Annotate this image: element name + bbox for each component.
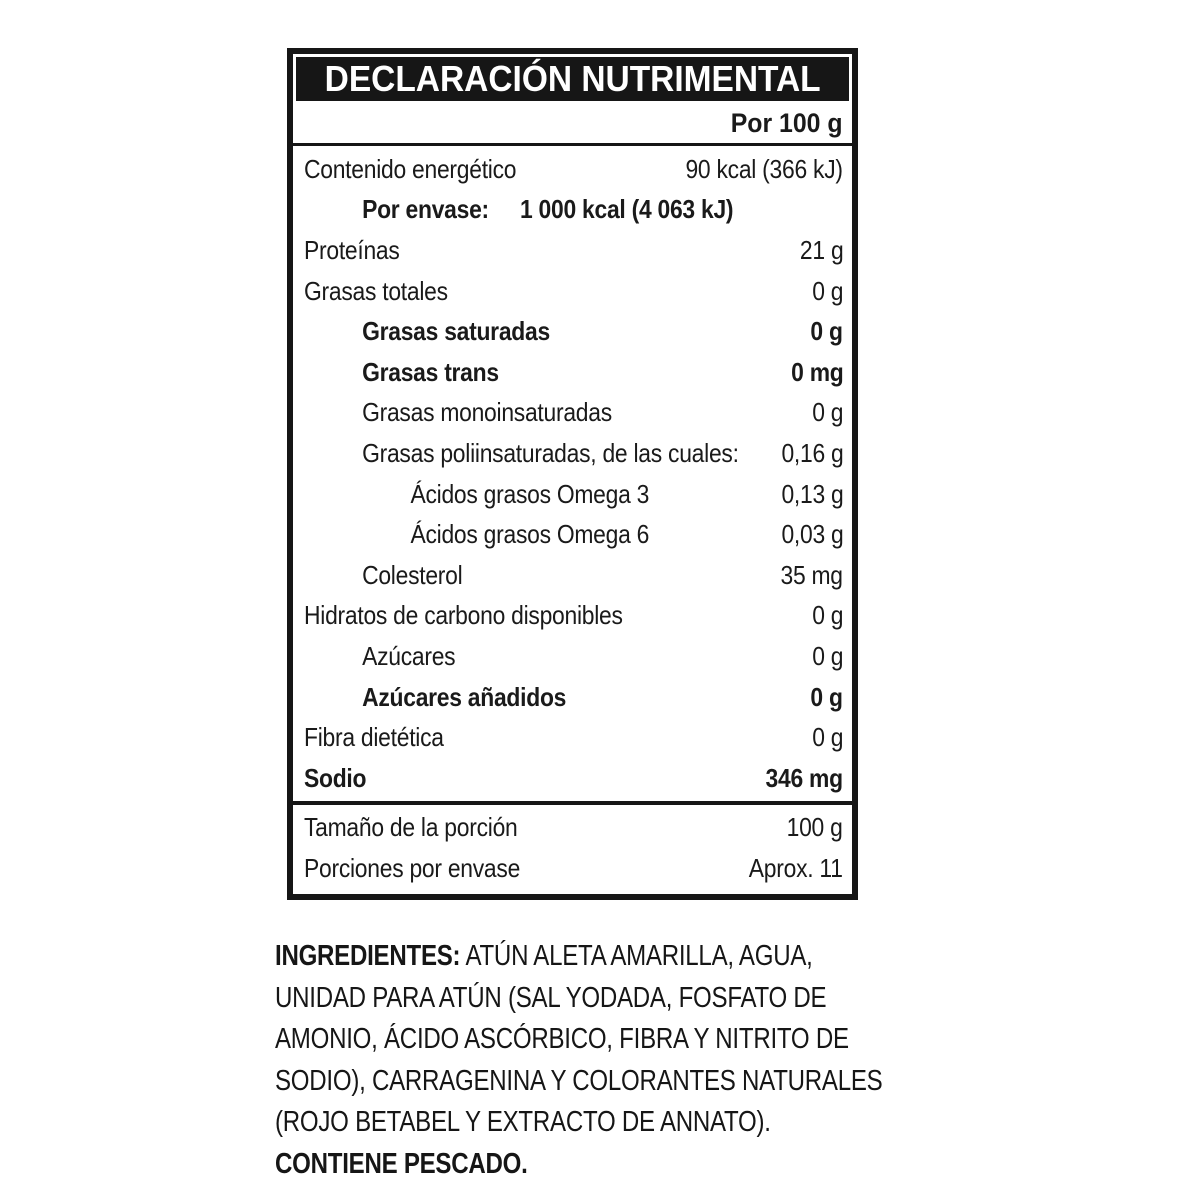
ingredients-paragraph — [275, 936, 899, 1185]
row-value: 0,16 g — [780, 437, 843, 468]
row-grasas-monoinsaturadas — [293, 393, 852, 434]
row-fibra-dietetica — [293, 717, 852, 758]
row-label: Contenido energético — [304, 153, 517, 184]
row-porciones-envase — [293, 848, 852, 889]
table-title-bar — [293, 54, 852, 104]
row-label: Porciones por envase — [304, 852, 521, 883]
row-value: 0 g — [810, 681, 843, 712]
row-value: 0,03 g — [780, 519, 843, 550]
row-value: 21 g — [799, 234, 843, 265]
row-label: Grasas saturadas — [362, 316, 550, 347]
row-contenido-energetico — [293, 149, 852, 190]
row-value: 1 000 kcal (4 063 kJ) — [520, 194, 734, 225]
row-value: 0 g — [811, 640, 843, 671]
row-label: Azúcares añadidos — [362, 681, 567, 712]
row-omega-6 — [293, 514, 852, 555]
table-title: DECLARACIÓN NUTRIMENTAL — [324, 58, 821, 99]
row-label: Hidratos de carbono disponibles — [304, 600, 623, 631]
row-value: Aprox. 11 — [749, 852, 843, 883]
row-colesterol — [293, 555, 852, 596]
row-label: Colesterol — [362, 559, 463, 590]
row-label: Fibra dietética — [304, 722, 444, 753]
per-100g-header: Por 100 g — [731, 108, 843, 138]
row-proteinas — [293, 230, 852, 271]
row-label: Sodio — [304, 762, 367, 793]
row-value: 0 g — [811, 275, 843, 306]
row-label: Azúcares — [362, 640, 456, 671]
row-grasas-trans — [293, 352, 852, 393]
row-value: 0 g — [810, 316, 843, 347]
row-value: 100 g — [787, 811, 843, 842]
row-grasas-poliinsaturadas — [293, 433, 852, 474]
row-label: Proteínas — [304, 234, 400, 265]
row-sodio — [293, 758, 852, 799]
row-value: 90 kcal (366 kJ) — [685, 153, 843, 184]
row-hidratos-carbono — [293, 596, 852, 637]
row-grasas-totales — [293, 271, 852, 312]
per-100g-header-row — [293, 104, 852, 146]
row-value: 346 mg — [765, 762, 843, 793]
row-label: Grasas totales — [304, 275, 448, 306]
nutrient-rows — [293, 146, 852, 801]
ingredients-label: INGREDIENTES: — [275, 940, 461, 972]
serving-section — [293, 801, 852, 891]
row-grasas-saturadas — [293, 311, 852, 352]
row-label: Tamaño de la porción — [304, 811, 518, 842]
ingredients-body: ATÚN ALETA AMARILLA, AGUA, UNIDAD PARA ATÚN (SAL YODADA, FOSFATO DE AMONIO, ÁCIDO ASCÓRBICO, FIBRA Y NITRITO DE SODIO), CARRAGENINA Y COLORANTES NATURALES (ROJO BETABEL Y EXTRACTO DE ANNATO). — [275, 940, 883, 1138]
nutrition-facts-table — [287, 48, 858, 900]
row-label: Grasas trans — [362, 356, 499, 387]
row-label: Ácidos grasos Omega 6 — [410, 519, 650, 550]
row-label: Grasas poliinsaturadas, de las cuales: — [362, 437, 739, 468]
row-label: Grasas monoinsaturadas — [362, 397, 612, 428]
row-azucares — [293, 636, 852, 677]
row-value: 0 mg — [790, 356, 843, 387]
row-value: 0 g — [811, 600, 843, 631]
row-azucares-anadidos — [293, 677, 852, 718]
row-value: 0,13 g — [780, 478, 843, 509]
row-value: 35 mg — [780, 559, 843, 590]
allergen-statement: CONTIENE PESCADO. — [275, 1147, 528, 1180]
row-label: Por envase: — [362, 194, 489, 225]
row-label: Ácidos grasos Omega 3 — [410, 478, 650, 509]
row-tamano-porcion — [293, 807, 852, 848]
row-value: 0 g — [811, 397, 843, 428]
row-omega-3 — [293, 474, 852, 515]
row-value: 0 g — [811, 722, 843, 753]
row-por-envase — [293, 190, 852, 231]
